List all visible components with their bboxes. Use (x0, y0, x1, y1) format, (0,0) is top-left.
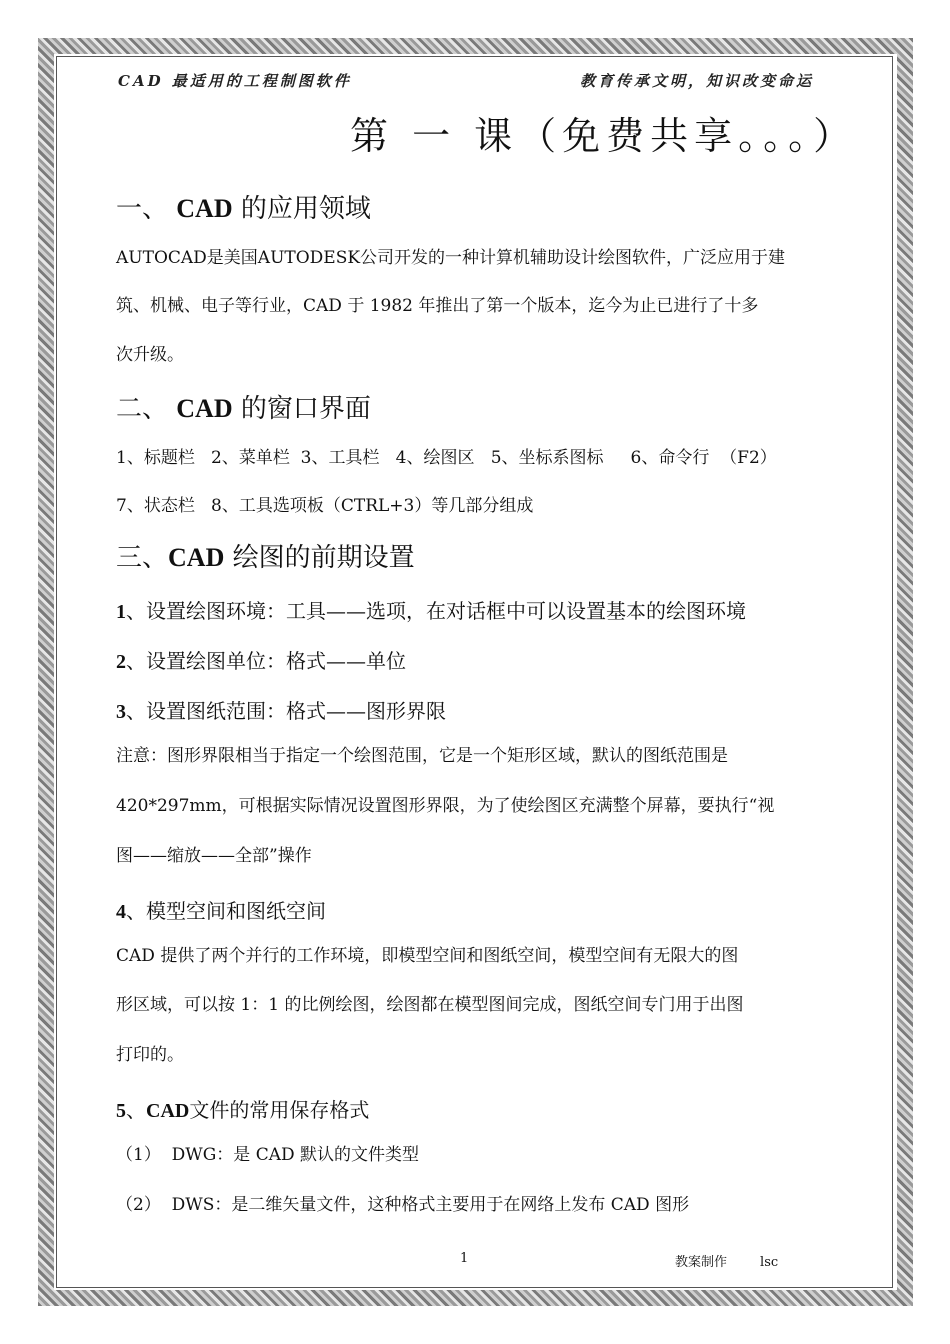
section3-item-1 (116, 595, 746, 624)
header-left: CAD 最适用的工程制图软件 (118, 72, 352, 90)
section1-heading-bold: CAD (176, 194, 233, 223)
section3-heading-rest: 绘图的前期设置 (232, 543, 415, 573)
section1-heading (116, 188, 371, 225)
format-1: （1） DWG：是 CAD 默认的文件类型 (116, 1145, 420, 1165)
section1-heading-num: 一、 (116, 194, 169, 224)
item1-text: 、设置绘图环境：工具——选项，在对话框中可以设置基本的绘图环境 (126, 599, 746, 623)
note-line-2: 420*297mm，可根据实际情况设置图形界限，为了使绘图区充满整个屏幕，要执行“视 (116, 796, 775, 816)
header-right: 教育传承文明，知识改变命运 (580, 72, 815, 90)
item2-num: 2 (116, 651, 126, 673)
section2-heading-rest: 的窗口界面 (240, 394, 371, 424)
item2-text: 、设置绘图单位：格式——单位 (126, 649, 406, 673)
space-line-1: CAD 提供了两个并行的工作环境，即模型空间和图纸空间，模型空间有无限大的图 (116, 946, 739, 966)
item3-text: 、设置图纸范围：格式——图形界限 (126, 699, 446, 723)
format-2: （2） DWS：是二维矢量文件，这种格式主要用于在网络上发布 CAD 图形 (116, 1195, 690, 1215)
section1-line-1: AUTOCAD是美国AUTODESK公司开发的一种计算机辅助设计绘图软件，广泛应用于建 (116, 248, 786, 268)
section2-heading (116, 388, 371, 425)
item5-num: 5 (116, 1100, 126, 1122)
section1-line-2: 筑、机械、电子等行业，CAD 于 1982 年推出了第一个版本，迄今为止已进行了十多 (116, 296, 759, 316)
section2-line-2: 7、状态栏 8、工具选项板（CTRL+3）等几部分组成 (116, 496, 534, 516)
item4-num: 4 (116, 901, 126, 923)
section3-heading (116, 537, 415, 574)
item3-num: 3 (116, 701, 126, 723)
page-title: 第 一 课（免费共享。。。） (350, 114, 858, 158)
section3-item-2 (116, 645, 406, 674)
note-line-3: 图——缩放——全部”操作 (116, 846, 312, 866)
item1-num: 1 (116, 601, 126, 623)
section2-line-1: 1、标题栏 2、菜单栏 3、工具栏 4、绘图区 5、坐标系图标 6、命令行 （F2） (116, 448, 777, 468)
section1-heading-rest: 的应用领域 (240, 194, 371, 224)
footer-author: 教案制作 lsc (675, 1255, 779, 1270)
section3-item-4 (116, 895, 326, 924)
space-line-2: 形区域，可以按 1：1 的比例绘图，绘图都在模型图间完成，图纸空间专门用于出图 (116, 995, 744, 1015)
item5-bold: CAD (146, 1100, 190, 1122)
section3-heading-num: 三、 (116, 543, 169, 573)
section2-heading-bold: CAD (176, 394, 233, 423)
space-line-3: 打印的。 (116, 1045, 184, 1065)
section1-line-3: 次升级。 (116, 345, 184, 365)
section3-item-5: 5、CAD文件的常用保存格式 (116, 1098, 370, 1122)
page-number: 1 (460, 1251, 469, 1266)
section3-item-3 (116, 695, 446, 724)
item5-text: 文件的常用保存格式 (189, 1098, 370, 1122)
item4-text: 、模型空间和图纸空间 (126, 899, 326, 923)
note-line-1: 注意：图形界限相当于指定一个绘图范围，它是一个矩形区域，默认的图纸范围是 (116, 746, 728, 766)
section3-heading-bold: CAD (168, 543, 225, 572)
section2-heading-num: 二、 (116, 394, 169, 424)
